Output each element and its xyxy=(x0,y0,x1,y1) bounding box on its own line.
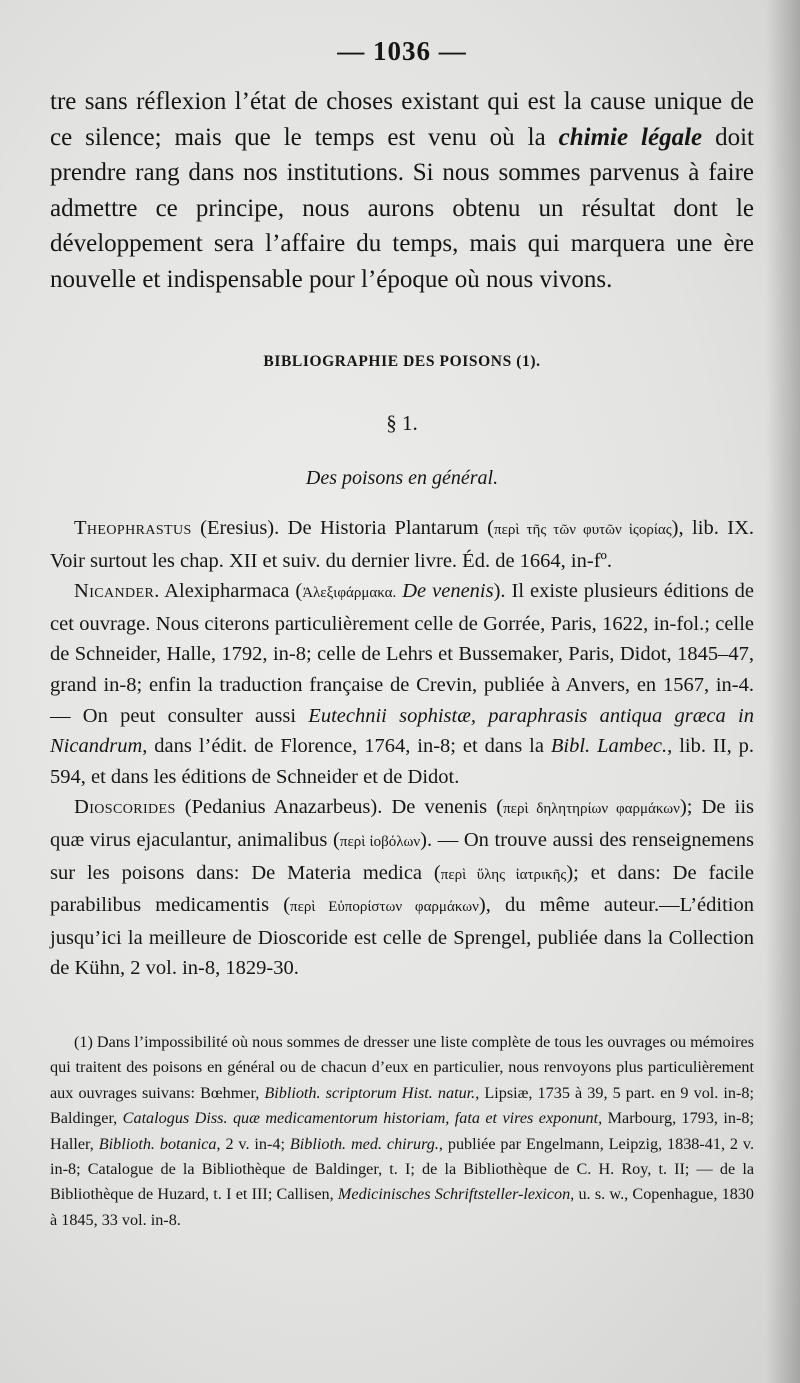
footnote-title: Biblioth. scriptorum Hist. natur. xyxy=(264,1083,476,1102)
greek-title: Ἀλεξιφάρμακα. xyxy=(302,585,397,602)
entry-author: Theophrastus xyxy=(74,517,192,539)
intro-text-end: doit prendre rang dans nos institutions. Si nous sommes parvenus à faire admettre ce principe, nous aurons obtenu un résultat dont le développement sera l’affaire du temps, mais qui marquera une ère nouvelle et indispensable pour l’époque où nous vivons. xyxy=(50,123,754,293)
footnote-title: Biblioth. botanica xyxy=(98,1134,217,1153)
intro-emphasis: chimie légale xyxy=(558,123,703,151)
footnote-text: , Marbourg, 1793, in-8; Haller, xyxy=(50,1109,754,1153)
entry-author: Nicander xyxy=(74,580,155,603)
footnote-text: , publiée par Engelmann, Leipzig, 1838-41, 2 v. in-8; Catalogue de la Bibliothèque de Baldinger, t. I; de la Bibliothèque de C. H. Roy, t. II; — de la Bibliothèque de Huzard, t. I et III; Callisen, xyxy=(50,1134,754,1204)
entry-text: ); De iis quæ virus ejaculantur, animalibus ( xyxy=(50,796,755,851)
section-title: BIBLIOGRAPHIE DES POISONS (1). xyxy=(263,353,541,370)
intro-text-start: tre sans réflexion l’état de choses existant qui est la cause unique de ce silence; mais que le temps est venu où la xyxy=(50,88,754,151)
entry-text: ), du même auteur.—L’édition jusqu’ici la meilleure de Dioscoride est celle de Sprengel, publiée dans la Collection de Kühn, 2 vol. in-8, 1829-30. xyxy=(50,894,754,980)
footnote-text: , 2 v. in-4; xyxy=(216,1134,290,1153)
entry-text: , lib. II, p. 594, et dans les éditions de Schneider et de Didot. xyxy=(50,735,755,788)
greek-title: περὶ δηλητηρίων φαρμάκων xyxy=(503,801,680,818)
page-number-header: — 1036 — xyxy=(337,36,467,66)
section-number: § 1. xyxy=(386,411,418,435)
footnote-text: (1) Dans l’impossibilité où nous sommes de dresser une liste complète de tous les ouvrages ou mémoires qui traitent des poisons en général ou de chacun d’eux en particulier, nous renvoyons plus particulièrement aux ouvrages suivans: Bœhmer, xyxy=(50,1032,754,1102)
entry-text: , dans l’édit. de Florence, 1764, in-8; et dans la xyxy=(142,735,551,758)
bibliography-entries xyxy=(50,513,754,984)
footnote-title: Biblioth. med. chirurg. xyxy=(289,1134,439,1153)
greek-title: περὶ ἰοβόλων xyxy=(339,833,421,850)
intro-paragraph xyxy=(50,84,754,297)
page-edge-shadow xyxy=(766,0,800,1383)
entry-text: ). Il existe plusieurs éditions de cet ouvrage. Nous citerons particulièrement celle de Gorrée, Paris, 1622, in-fol.; celle de Schneider, Halle, 1792, in-8; celle de Lehrs et Bussemaker, Paris, Didot, 1845–47, grand in-8; enfin la traduction française de Crevin, publiée à Anvers, en 1567, in-4. — On peut consulter aussi xyxy=(50,580,754,727)
entry-theophrastus xyxy=(50,513,754,576)
footnote xyxy=(50,1030,754,1233)
entry-text: ); et dans: De facile parabilibus medicamentis ( xyxy=(50,861,754,917)
greek-title: περὶ ὕλης ἰατρικῆς xyxy=(440,866,567,883)
footnote-text: , u. s. w., Copenhague, 1830 à 1845, 33 vol. in-8. xyxy=(50,1185,754,1229)
entry-text: (Eresius). De Historia Plantarum ( xyxy=(191,517,494,539)
section-subtitle: Des poisons en général. xyxy=(305,467,499,489)
greek-title: περὶ τῆς τῶν φυτῶν ἱςορίας xyxy=(494,522,672,538)
latin-title: Bibl. Lambec. xyxy=(550,735,668,758)
footnote-text: , Lipsiæ, 1735 à 39, 5 part. en 9 vol. in-8; Baldinger, xyxy=(50,1083,754,1128)
footnote-title: Medicinisches Schriftsteller-lexicon xyxy=(337,1185,571,1204)
entry-nicander xyxy=(50,576,754,792)
greek-title: περὶ Εὐπορίστων φαρμάκων xyxy=(290,899,479,916)
entry-text: (Pedanius Anazarbeus). De venenis ( xyxy=(175,796,504,819)
entry-author: Dioscorides xyxy=(74,796,176,819)
latin-title: Eutechnii sophistæ, paraphrasis antiqua græca in Nicandrum xyxy=(50,704,754,758)
latin-title: De venenis xyxy=(396,580,494,603)
footnote-title: Catalogus Diss. quæ medicamentorum historiam, fata et vires exponunt xyxy=(122,1109,599,1128)
entry-text: . Alexipharmaca ( xyxy=(154,580,303,603)
entry-dioscorides xyxy=(50,792,754,984)
entry-text: ). — On trouve aussi des renseignemens sur les poisons dans: De Materia medica ( xyxy=(50,828,754,884)
entry-text: ), lib. IX. Voir surtout les chap. XII et suiv. du dernier livre. Éd. de 1664, in-fº. xyxy=(50,517,755,572)
